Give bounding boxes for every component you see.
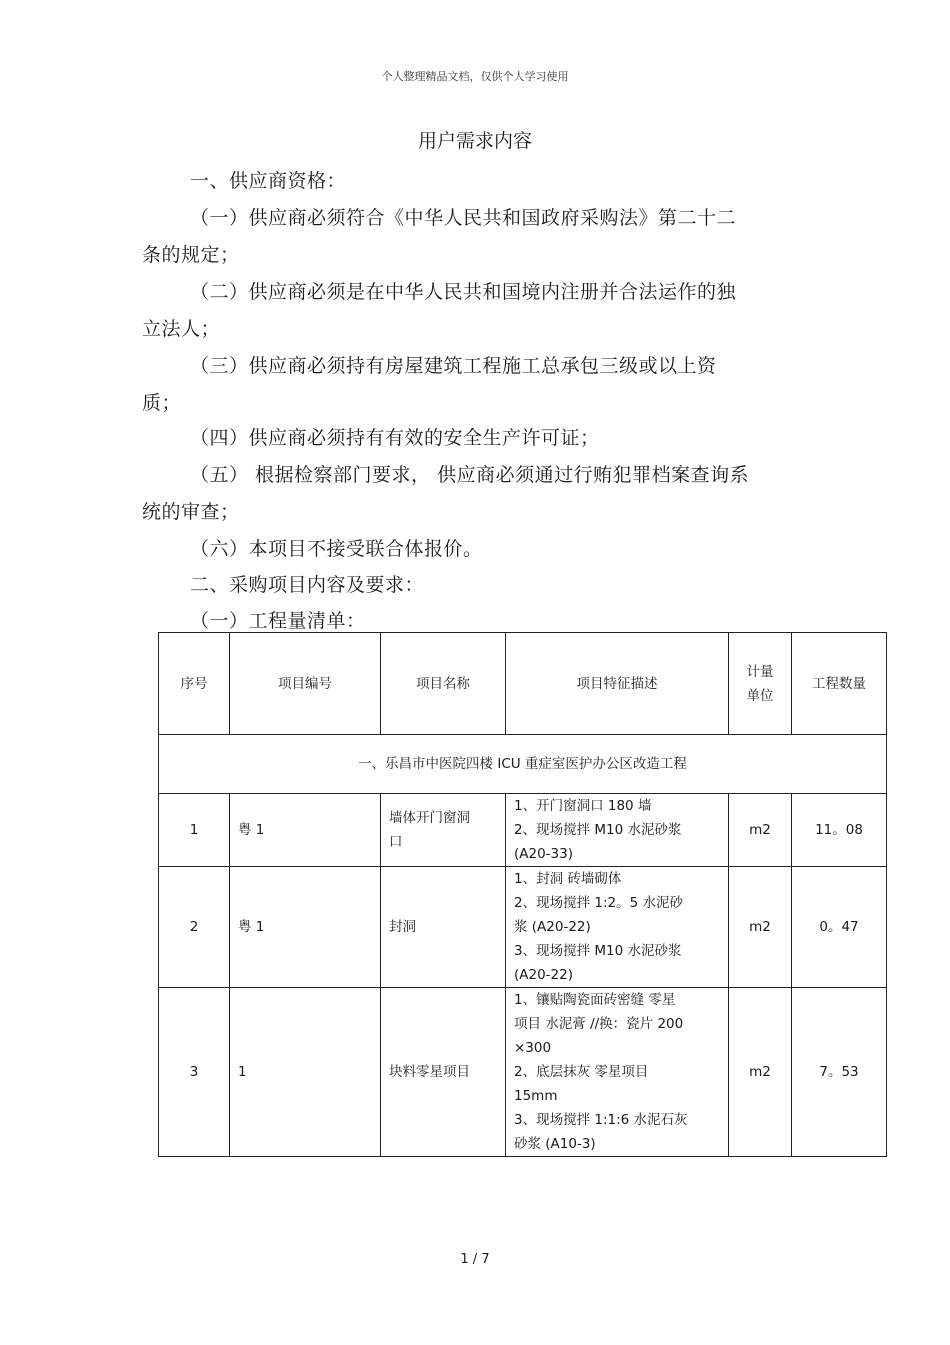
paragraph-line: 立法人；: [142, 318, 221, 340]
bill-of-quantities-table: [158, 632, 887, 1157]
cell-unit: m2: [729, 794, 792, 867]
section-heading: 一、供应商资格：: [190, 170, 347, 192]
cell-desc: [506, 794, 729, 867]
table-row: [159, 988, 887, 1157]
section-title: 一、乐昌市中医院四楼 ICU 重症室医护办公区改造工程: [159, 735, 887, 794]
table-section-row: [159, 735, 887, 794]
desc-line: 2、底层抹灰 零星项目: [514, 1064, 649, 1080]
cell-qty: 11。08: [792, 794, 887, 867]
col-header-no: 序号: [159, 633, 230, 735]
col-header-code: 项目编号: [230, 633, 381, 735]
desc-line: ×300: [514, 1040, 552, 1056]
cell-name: 封洞: [381, 867, 506, 988]
table-header-row: [159, 633, 887, 735]
cell-code: 粤 1: [230, 867, 381, 988]
desc-line: 3、现场搅拌 1:1:6 水泥石灰: [514, 1112, 688, 1128]
desc-line: 1、封洞 砖墙砌体: [514, 871, 622, 887]
page-title: 用户需求内容: [417, 130, 532, 152]
subsection-heading: （一）工程量清单：: [190, 610, 366, 632]
cell-name: 块料零星项目: [381, 988, 506, 1157]
desc-line: (A20-22): [514, 967, 573, 983]
paragraph-line: 条的规定；: [142, 244, 240, 266]
paragraph-line: 质；: [142, 392, 182, 414]
cell-desc: [506, 867, 729, 988]
desc-line: 2、现场搅拌 M10 水泥砂浆: [514, 822, 682, 838]
paragraph-line: （六）本项目不接受联合体报价。: [190, 538, 483, 560]
cell-no: 1: [159, 794, 230, 867]
desc-line: 2、现场搅拌 1:2。5 水泥砂: [514, 895, 683, 911]
desc-line: 1、开门窗洞口 180 墙: [514, 798, 652, 814]
cell-unit: m2: [729, 867, 792, 988]
col-header-desc: 项目特征描述: [506, 633, 729, 735]
section-heading: 二、采购项目内容及要求：: [190, 574, 425, 596]
cell-code: 粤 1: [230, 794, 381, 867]
paragraph-line: （四）供应商必须持有有效的安全生产许可证；: [190, 427, 600, 449]
cell-name: 墙体开门窗洞 口: [381, 794, 506, 867]
cell-no: 3: [159, 988, 230, 1157]
page-header: 个人整理精品文档，仅供个人学习使用: [381, 70, 569, 83]
paragraph-line: （二）供应商必须是在中华人民共和国境内注册并合法运作的独: [190, 281, 737, 303]
paragraph-line: （五） 根据检察部门要求， 供应商必须通过行贿犯罪档案查询系: [190, 464, 750, 486]
cell-desc: [506, 988, 729, 1157]
cell-code: 1: [230, 988, 381, 1157]
cell-unit: m2: [729, 988, 792, 1157]
desc-line: 砂浆 (A10-3): [514, 1136, 596, 1152]
desc-line: 浆 (A20-22): [514, 919, 591, 935]
col-header-unit: 计量 单位: [729, 633, 792, 735]
cell-qty: 7。53: [792, 988, 887, 1157]
col-header-name: 项目名称: [381, 633, 506, 735]
table-row: [159, 794, 887, 867]
col-header-qty: 工程数量: [792, 633, 887, 735]
table-row: [159, 867, 887, 988]
paragraph-line: 统的审查；: [142, 501, 240, 523]
paragraph-line: （三）供应商必须持有房屋建筑工程施工总承包三级或以上资: [190, 355, 717, 377]
desc-line: (A20-33): [514, 846, 573, 862]
desc-line: 1、镶贴陶瓷面砖密缝 零星: [514, 992, 676, 1008]
page-number: 1 / 7: [460, 1252, 490, 1267]
cell-no: 2: [159, 867, 230, 988]
cell-qty: 0。47: [792, 867, 887, 988]
paragraph-line: （一）供应商必须符合《中华人民共和国政府采购法》第二十二: [190, 207, 737, 229]
desc-line: 15mm: [514, 1088, 558, 1104]
desc-line: 项目 水泥膏 //换：瓷片 200: [514, 1016, 684, 1032]
desc-line: 3、现场搅拌 M10 水泥砂浆: [514, 943, 682, 959]
